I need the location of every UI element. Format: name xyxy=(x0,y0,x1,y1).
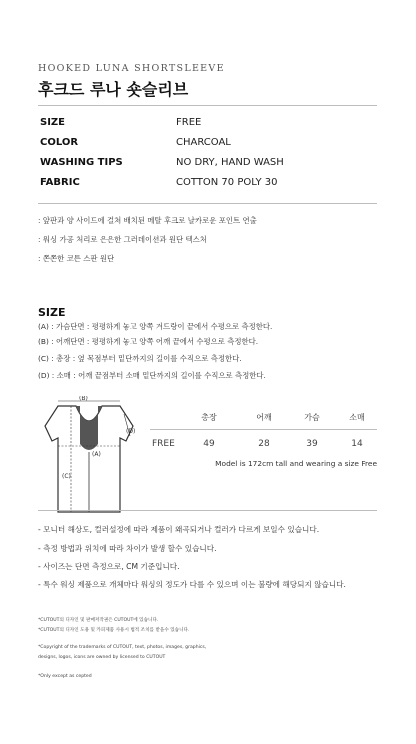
feature-item: : 쫀쫀한 코튼 스판 원단 xyxy=(38,254,115,263)
spec-value-washing: NO DRY, HAND WASH xyxy=(176,157,284,168)
notice-item: - 사이즈는 단면 측정으로, CM 기준입니다. xyxy=(38,562,180,571)
product-title-ko: 후크드 루나 숏슬리브 xyxy=(38,80,189,99)
garment-size-diagram xyxy=(36,396,142,516)
copyright-line: *CUTOUT의 디자인 및 판매저작권은 CUTOUT에 있습니다. xyxy=(38,618,159,623)
measure-item-a: (A) : 가슴단면 : 평평하게 놓고 양쪽 겨드랑이 끝에서 수평으로 측정한다. xyxy=(38,322,273,331)
notice-item: - 측정 방법과 위치에 따라 차이가 발생 할수 있습니다. xyxy=(38,544,217,553)
measure-item-d: (D) : 소매 : 어깨 끝점부터 소매 밑단까지의 길이를 수직으로 측정한다. xyxy=(38,371,266,380)
spec-label-color: COLOR xyxy=(40,137,79,148)
table-header-sleeve: 소매 xyxy=(349,413,365,422)
model-note: Model is 172cm tall and wearing a size Free xyxy=(215,459,377,468)
table-header-length: 총장 xyxy=(201,413,217,422)
notice-item: - 모니터 해상도, 컬러설정에 따라 제품이 왜곡되거나 컬러가 다르게 보일수 있습니다. xyxy=(38,525,320,534)
copyright-line: *Copyright of the trademarks of CUTOUT, text, photos, images, graphics, xyxy=(38,645,207,650)
diagram-label-a: (A) xyxy=(92,451,101,458)
copyright-line: *CUTOUT의 디자인 도용 및 카피제품 사용시 법적 조치를 받을수 있습니다. xyxy=(38,628,190,633)
spec-value-fabric: COTTON 70 POLY 30 xyxy=(176,177,278,188)
spec-label-fabric: FABRIC xyxy=(40,177,80,188)
diagram-label-d: (D) xyxy=(126,428,136,435)
divider-specs xyxy=(38,203,377,204)
table-cell-chest: 39 xyxy=(306,439,318,449)
divider-top xyxy=(38,105,377,106)
feature-item: : 앞판과 양 사이드에 걸쳐 배치된 메탈 후크로 날카로운 포인트 연출 xyxy=(38,216,257,225)
feature-item: : 워싱 가공 처리로 은은한 그러데이션과 원단 텍스처 xyxy=(38,235,207,244)
spec-value-color: CHARCOAL xyxy=(176,137,231,148)
table-cell-length: 49 xyxy=(203,439,215,449)
copyright-line: *Only except as cepted xyxy=(38,674,92,679)
table-cell-shoulder: 28 xyxy=(258,439,270,449)
diagram-label-b: (B) xyxy=(79,396,88,402)
table-cell-sleeve: 14 xyxy=(351,439,363,449)
table-row-size: FREE xyxy=(152,439,175,449)
notice-item: - 특수 워싱 제품으로 개체마다 워싱의 정도가 다를 수 있으며 이는 불량에 해당되지 않습니다. xyxy=(38,580,346,589)
size-section-title: SIZE xyxy=(38,306,66,319)
divider-notices xyxy=(38,510,377,511)
product-title-en: HOOKED LUNA SHORTSLEEVE xyxy=(38,63,225,74)
measure-item-b: (B) : 어깨단면 : 평평하게 놓고 양쪽 어깨 끝에서 수평으로 측정한다. xyxy=(38,337,259,346)
spec-label-size: SIZE xyxy=(40,117,66,128)
copyright-line: designs, logos, icons are owned by licensed to CUTOUT xyxy=(38,655,166,660)
measure-item-c: (C) : 총장 : 옆 목점부터 밑단까지의 길이를 수직으로 측정한다. xyxy=(38,354,242,363)
table-header-shoulder: 어깨 xyxy=(256,413,272,422)
spec-label-washing: WASHING TIPS xyxy=(40,157,123,168)
diagram-label-c: (C) xyxy=(62,473,71,480)
table-divider xyxy=(150,429,377,430)
table-header-chest: 가슴 xyxy=(304,413,320,422)
spec-value-size: FREE xyxy=(176,117,202,128)
